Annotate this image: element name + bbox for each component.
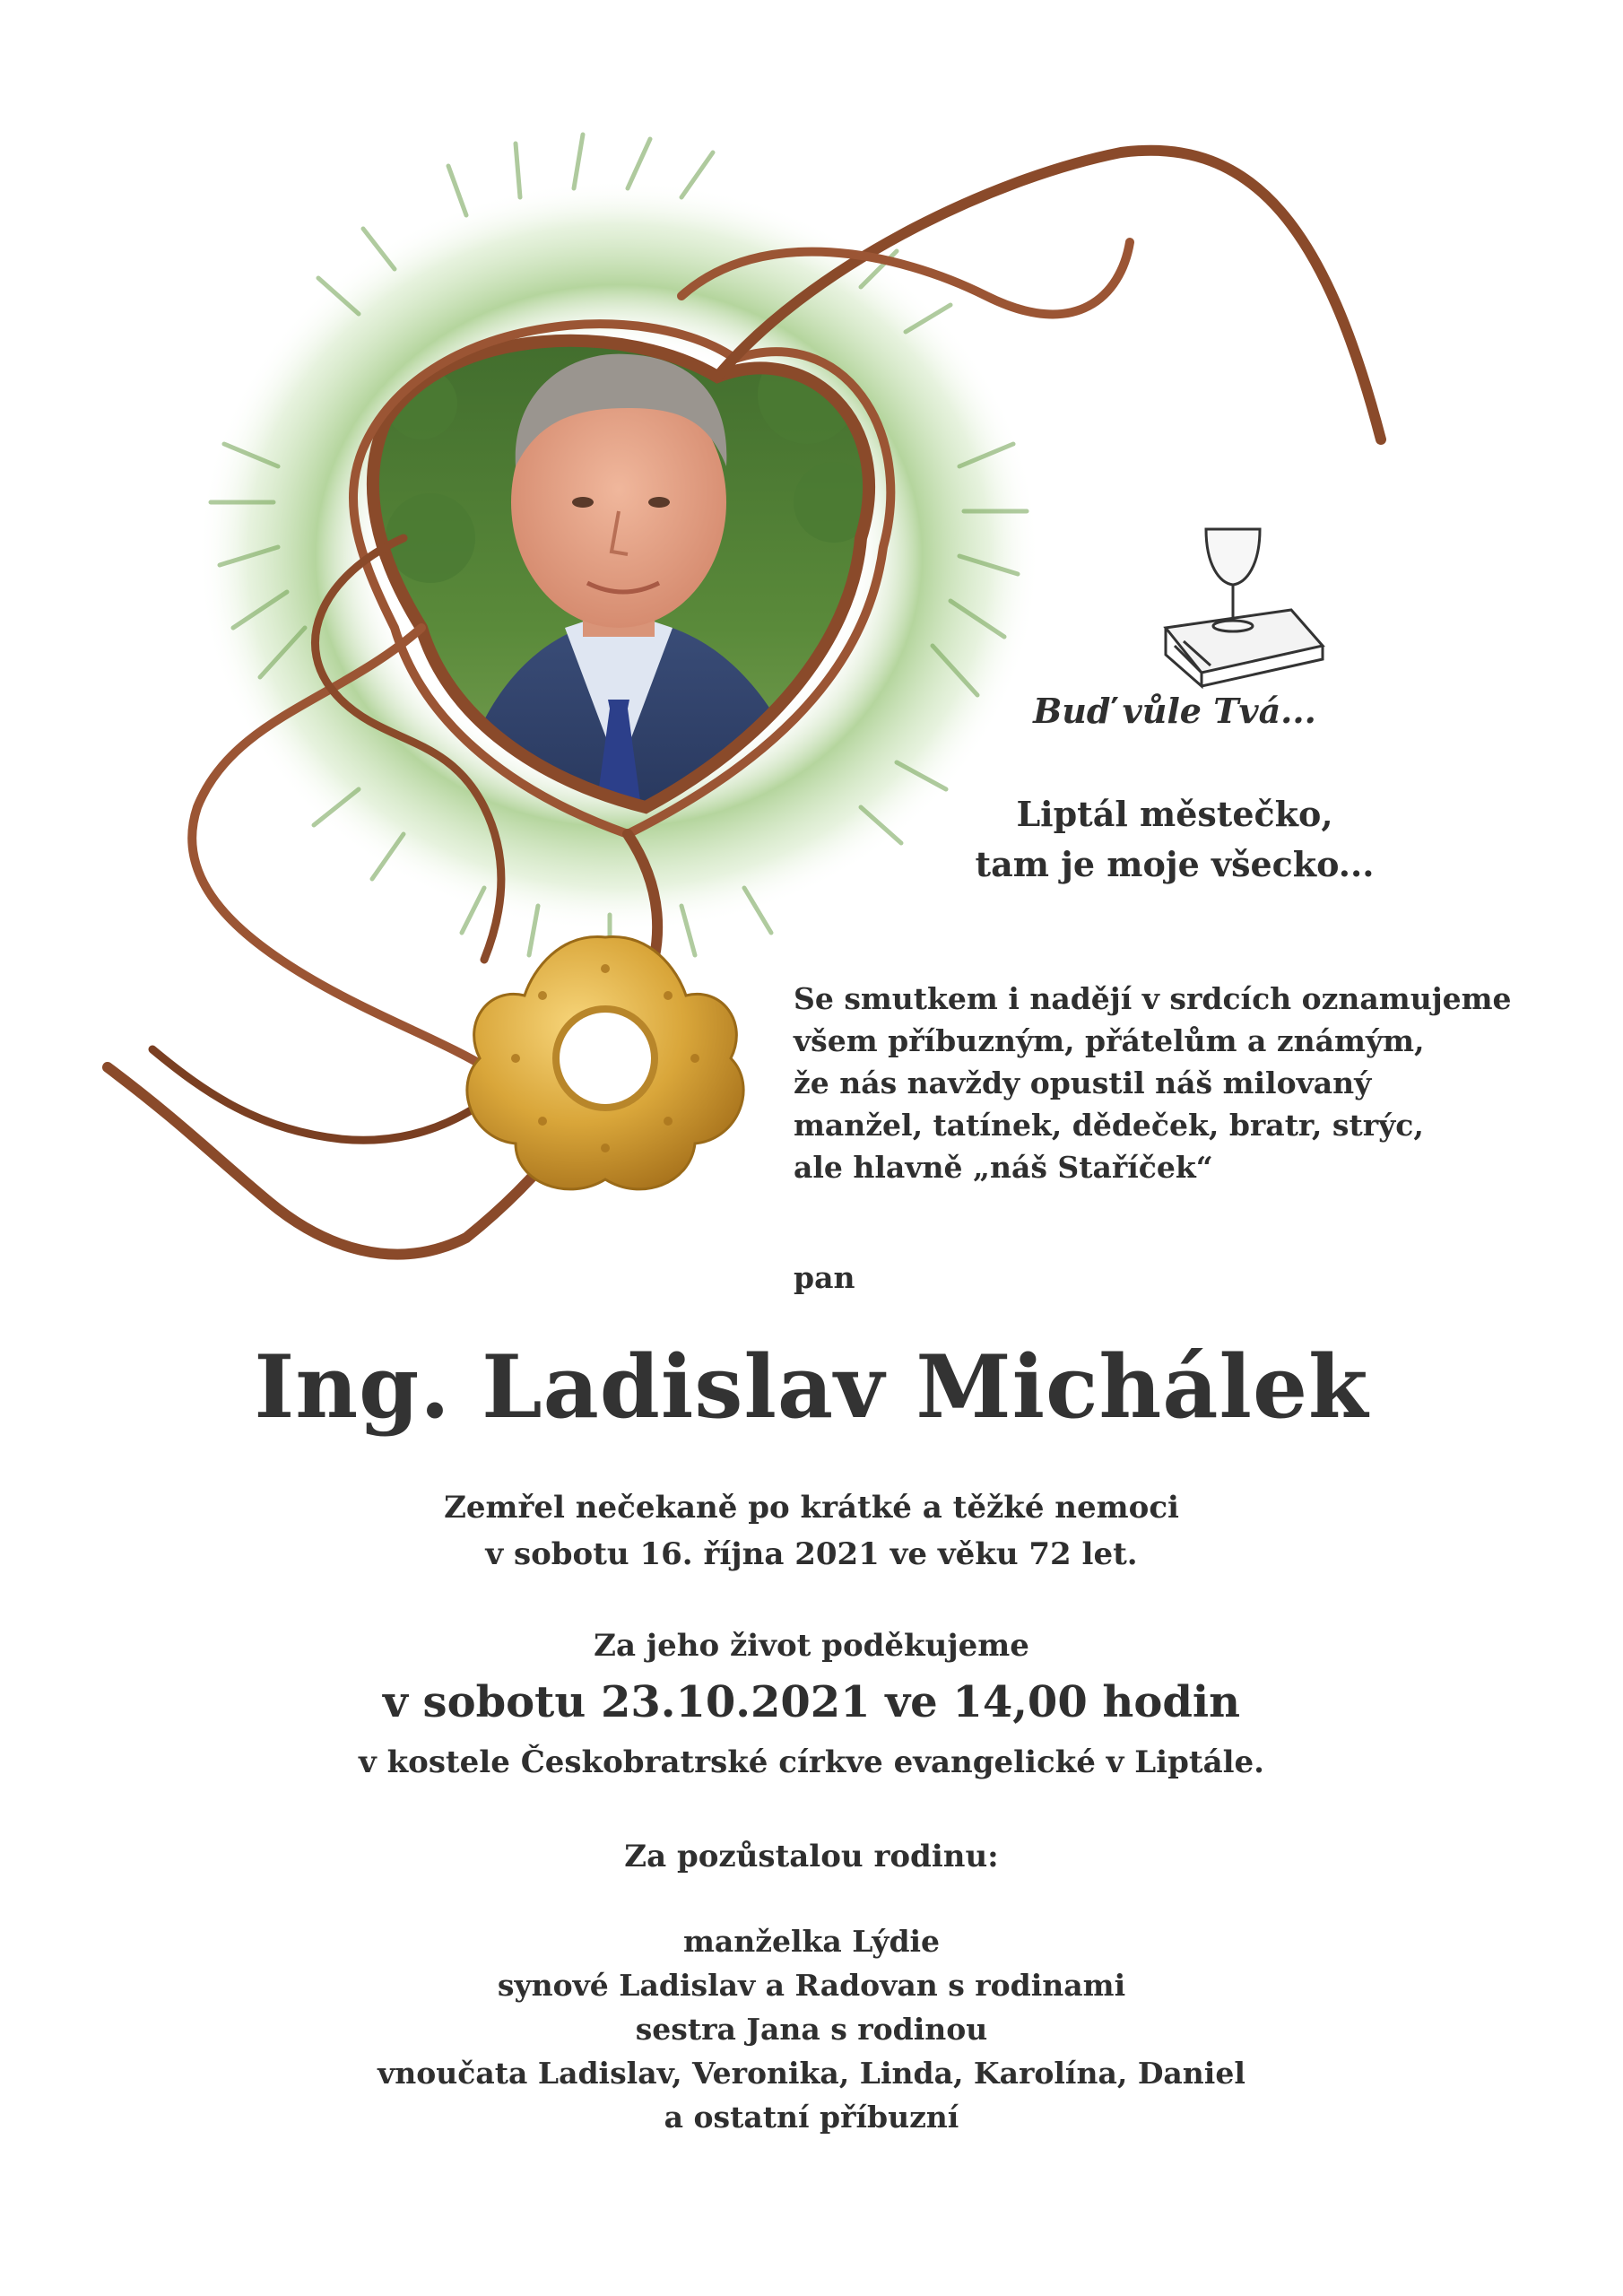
announcement-line: Se smutkem i nadějí v srdcích oznamujeme bbox=[794, 981, 1512, 1016]
ceremony-intro: Za jeho život poděkujeme bbox=[594, 1628, 1029, 1664]
death-info bbox=[0, 1484, 1623, 1578]
poem-line: Liptál městečko, bbox=[1016, 794, 1333, 834]
golden-brooch bbox=[467, 937, 743, 1189]
deceased-name: Ing. Ladislav Michálek bbox=[254, 1336, 1369, 1438]
family-member-line: manželka Lýdie bbox=[682, 1924, 941, 1959]
ceremony-datetime: v sobotu 23.10.2021 ve 14,00 hodin bbox=[382, 1677, 1241, 1727]
poem-line: tam je moje všecko... bbox=[975, 844, 1375, 884]
motto-text: Buď vůle Tvá... bbox=[1033, 691, 1316, 731]
family-member-line: synové Ladislav a Radovan s rodinami bbox=[497, 1968, 1126, 2003]
salutation: pan bbox=[794, 1260, 855, 1295]
chalice-book-icon bbox=[1166, 529, 1323, 686]
family-member-line: a ostatní příbuzní bbox=[664, 2100, 959, 2135]
announcement-line: že nás navždy opustil náš milovaný bbox=[794, 1065, 1372, 1100]
family-member-line: vnoučata Ladislav, Veronika, Linda, Karolína, Daniel bbox=[378, 2056, 1245, 2091]
poem-block bbox=[924, 789, 1426, 890]
ceremony-place: v kostele Českobratrské církve evangelické v Liptále. bbox=[359, 1744, 1264, 1780]
announcement-line: všem příbuzným, přátelům a známým, bbox=[794, 1023, 1425, 1058]
family-member-line: sestra Jana s rodinou bbox=[635, 2012, 988, 2047]
announcement-line: ale hlavně „náš Staříček“ bbox=[794, 1150, 1213, 1185]
family-heading: Za pozůstalou rodinu: bbox=[624, 1839, 999, 1874]
death-info-line: Zemřel nečekaně po krátké a těžké nemoci bbox=[444, 1490, 1179, 1526]
announcement-block bbox=[794, 978, 1547, 1188]
announcement-line: manžel, tatínek, dědeček, bratr, strýc, bbox=[794, 1108, 1424, 1143]
family-members bbox=[0, 1919, 1623, 2139]
death-info-line: v sobotu 16. října 2021 ve věku 72 let. bbox=[485, 1536, 1138, 1572]
